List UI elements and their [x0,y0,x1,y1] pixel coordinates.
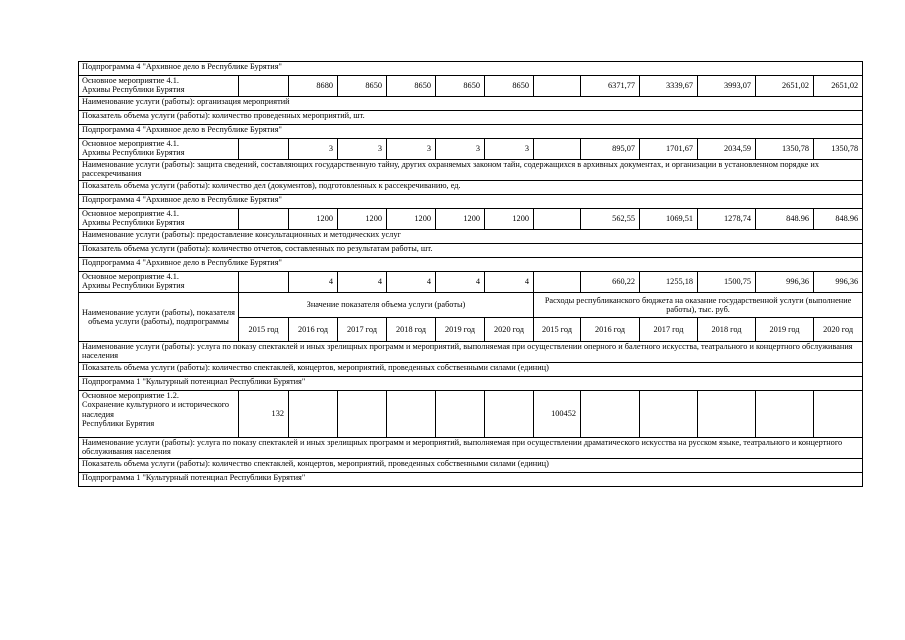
text-row [79,342,863,363]
row-caption: Показатель объема услуги (работы): количество отчетов, составленных по результатам работы, шт. [79,244,863,258]
volume-value-2016 [289,391,338,438]
expense-value-2015 [534,76,581,97]
expense-value-2015 [534,209,581,230]
header-expense-year: 2018 год [698,318,756,342]
header-expense-group: Расходы республиканского бюджета на оказание государственной услуги (выполнение работы), тыс. руб. [534,293,863,318]
text-row [79,195,863,209]
text-row [79,377,863,391]
activity-label: Основное мероприятие 4.1. Архивы Республики Бурятия [79,76,239,97]
volume-value-2017: 3 [338,139,387,160]
table-header [79,293,863,342]
expense-value-2020: 996,36 [814,272,863,293]
expense-value-2020: 1350,78 [814,139,863,160]
text-row [79,459,863,473]
expense-value-2018 [698,391,756,438]
volume-value-2017: 8650 [338,76,387,97]
activity-label: Основное мероприятие 4.1. Архивы Республики Бурятия [79,272,239,293]
volume-value-2019: 8650 [436,76,485,97]
row-caption: Подпрограмма 4 "Архивное дело в Республике Бурятия" [79,258,863,272]
volume-value-2019 [436,391,485,438]
expense-value-2019: 848.96 [756,209,814,230]
volume-value-2017: 1200 [338,209,387,230]
expense-value-2017: 3339,67 [640,76,698,97]
volume-value-2020: 1200 [485,209,534,230]
expense-value-2018: 1278,74 [698,209,756,230]
expense-value-2015 [534,139,581,160]
text-row [79,230,863,244]
volume-value-2016: 8680 [289,76,338,97]
expense-value-2019: 996,36 [756,272,814,293]
header-expense-year: 2020 год [814,318,863,342]
header-expense-year: 2019 год [756,318,814,342]
text-row [79,473,863,487]
activity-label: Основное мероприятие 4.1. Архивы Республики Бурятия [79,209,239,230]
header-expense-year: 2017 год [640,318,698,342]
volume-value-2019: 3 [436,139,485,160]
text-row [79,125,863,139]
row-caption: Подпрограмма 4 "Архивное дело в Республике Бурятия" [79,62,863,76]
volume-value-2015 [239,272,289,293]
header-expense-year: 2016 год [581,318,640,342]
services-table [78,61,863,487]
volume-value-2019: 4 [436,272,485,293]
volume-value-2016: 4 [289,272,338,293]
header-volume-year: 2017 год [338,318,387,342]
expense-value-2017: 1255,18 [640,272,698,293]
row-caption: Подпрограмма 1 "Культурный потенциал Республики Бурятия" [79,377,863,391]
row-caption: Наименование услуги (работы): предоставление консультационных и методических услуг [79,230,863,244]
volume-value-2015 [239,139,289,160]
row-caption: Наименование услуги (работы): услуга по показу спектаклей и иных зрелищных программ и мероприятий, выполняемая при осуществлении оперного и балетного искусства, театрального и концертного обслуживания населения [79,342,863,363]
row-caption: Наименование услуги (работы): организация мероприятий [79,97,863,111]
expense-value-2017: 1069,51 [640,209,698,230]
expense-value-2018: 3993,07 [698,76,756,97]
expense-value-2017 [640,391,698,438]
expense-value-2017: 1701,67 [640,139,698,160]
activity-label: Основное мероприятие 1.2. Сохранение культурного и исторического наследия Республики Бурятия [79,391,239,438]
expense-value-2018: 2034,59 [698,139,756,160]
row-caption: Наименование услуги (работы): защита сведений, составляющих государственную тайну, других охраняемых законом тайн, содержащихся в архивных документах, и организации в установленном порядке их рассекречивания [79,160,863,181]
row-caption: Подпрограмма 1 "Культурный потенциал Республики Бурятия" [79,473,863,487]
row-caption: Подпрограмма 4 "Архивное дело в Республике Бурятия" [79,125,863,139]
row-caption: Наименование услуги (работы): услуга по показу спектаклей и иных зрелищных программ и мероприятий, выполняемая при осуществлении драматического искусства на русском языке, театрального и концертного обслуживания населения [79,438,863,459]
text-row [79,62,863,76]
activity-row [79,139,863,160]
expense-value-2016: 562,55 [581,209,640,230]
volume-value-2020: 8650 [485,76,534,97]
header-volume-year: 2018 год [387,318,436,342]
row-caption: Показатель объема услуги (работы): количество проведенных мероприятий, шт. [79,111,863,125]
table-body-bottom [79,342,863,487]
activity-row [79,209,863,230]
row-caption: Показатель объема услуги (работы): количество дел (документов), подготовленных к рассекречиванию, ед. [79,181,863,195]
activity-label: Основное мероприятие 4.1. Архивы Республики Бурятия [79,139,239,160]
expense-value-2016: 895,07 [581,139,640,160]
volume-value-2015 [239,209,289,230]
volume-value-2016: 3 [289,139,338,160]
volume-value-2017 [338,391,387,438]
header-volume-year: 2020 год [485,318,534,342]
expense-value-2016: 660,22 [581,272,640,293]
text-row [79,97,863,111]
expense-value-2018: 1500,75 [698,272,756,293]
activity-row [79,272,863,293]
expense-value-2019: 2651,02 [756,76,814,97]
volume-value-2020: 3 [485,139,534,160]
text-row [79,160,863,181]
row-caption: Показатель объема услуги (работы): количество спектаклей, концертов, мероприятий, проведенных собственными силами (единиц) [79,363,863,377]
header-volume-group: Значение показателя объема услуги (работы) [239,293,534,318]
volume-value-2016: 1200 [289,209,338,230]
volume-value-2018: 4 [387,272,436,293]
header-row-groups [79,293,863,318]
expense-value-2016: 6371,77 [581,76,640,97]
expense-value-2016 [581,391,640,438]
header-volume-year: 2016 год [289,318,338,342]
volume-value-2018 [387,391,436,438]
expense-value-2020: 848.96 [814,209,863,230]
volume-value-2015 [239,76,289,97]
volume-value-2018: 8650 [387,76,436,97]
expense-value-2020 [814,391,863,438]
header-name-column: Наименование услуги (работы), показателя объема услуги (работы), подпрограммы [79,293,239,342]
text-row [79,363,863,377]
activity-row [79,76,863,97]
row-caption: Показатель объема услуги (работы): количество спектаклей, концертов, мероприятий, проведенных собственными силами (единиц) [79,459,863,473]
text-row [79,181,863,195]
text-row [79,111,863,125]
volume-value-2017: 4 [338,272,387,293]
text-row [79,258,863,272]
volume-value-2019: 1200 [436,209,485,230]
header-volume-year: 2019 год [436,318,485,342]
row-caption: Подпрограмма 4 "Архивное дело в Республике Бурятия" [79,195,863,209]
table-body-top [79,62,863,293]
expense-value-2020: 2651,02 [814,76,863,97]
text-row [79,438,863,459]
expense-value-2019 [756,391,814,438]
volume-value-2015: 132 [239,391,289,438]
text-row [79,244,863,258]
header-volume-year: 2015 год [239,318,289,342]
header-expense-year: 2015 год [534,318,581,342]
volume-value-2018: 1200 [387,209,436,230]
expense-value-2015: 100452 [534,391,581,438]
activity-row [79,391,863,438]
expense-value-2019: 1350,78 [756,139,814,160]
volume-value-2018: 3 [387,139,436,160]
volume-value-2020 [485,391,534,438]
expense-value-2015 [534,272,581,293]
volume-value-2020: 4 [485,272,534,293]
